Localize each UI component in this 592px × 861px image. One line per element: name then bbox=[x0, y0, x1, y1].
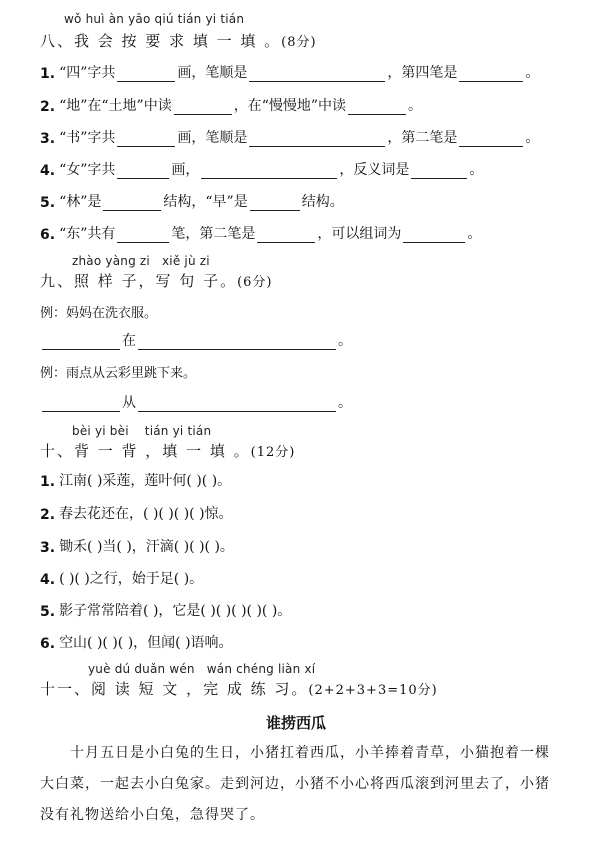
answer-blank[interactable] bbox=[403, 226, 465, 243]
q-text: “四”字共 bbox=[59, 65, 116, 81]
answer-blank[interactable] bbox=[459, 130, 523, 147]
sec11-heading-text: 十一、阅 读 短 文 ，完 成 练 习。 bbox=[40, 680, 309, 698]
answer-blank[interactable] bbox=[42, 395, 120, 412]
q-text: 画，笔顺是 bbox=[177, 130, 248, 146]
q-text: ，在“慢慢地”中读 bbox=[233, 98, 347, 114]
sec8-q3 bbox=[40, 127, 539, 147]
answer-blank[interactable] bbox=[348, 98, 406, 115]
sec8-heading-text: 八、我 会 按 要 求 填 一 填 。 bbox=[40, 32, 282, 50]
answer-blank[interactable] bbox=[249, 65, 385, 82]
fill-word: 在 bbox=[122, 333, 136, 349]
sec10-q4 bbox=[40, 568, 203, 588]
answer-blank[interactable] bbox=[250, 194, 300, 211]
sec10-heading-text: 十、背 一 背 ，填 一 填 。 bbox=[40, 442, 251, 460]
answer-blank[interactable] bbox=[103, 194, 161, 211]
sec10-heading bbox=[40, 440, 295, 461]
fill-word: 从 bbox=[122, 395, 136, 411]
q-number: 5. bbox=[40, 195, 56, 211]
poem-line: ( )( )之行，始于足( )。 bbox=[59, 571, 204, 587]
q-text: “女”字共 bbox=[59, 162, 116, 178]
q-number: 1. bbox=[40, 66, 56, 82]
q-text: ，反义词是 bbox=[339, 162, 410, 178]
q-number: 3. bbox=[40, 131, 56, 147]
q-text: 。 bbox=[408, 98, 423, 114]
sec9-example-2: 例：雨点从云彩里跳下来。 bbox=[40, 366, 197, 381]
sec9-fill-1 bbox=[40, 330, 352, 350]
poem-line: 空山( )( )( )，但闻( )语响。 bbox=[59, 635, 233, 651]
answer-blank[interactable] bbox=[117, 162, 169, 179]
answer-blank[interactable] bbox=[201, 162, 337, 179]
q-number: 1. bbox=[40, 474, 56, 490]
sec8-q5 bbox=[40, 191, 344, 211]
fill-end: 。 bbox=[338, 333, 352, 349]
q-text: 画， bbox=[171, 162, 200, 178]
sec9-heading bbox=[40, 270, 273, 291]
q-number: 4. bbox=[40, 572, 56, 588]
q-text: “地”在“土地”中读 bbox=[59, 98, 172, 114]
q-text: “书”字共 bbox=[59, 130, 116, 146]
poem-line: 江南( )采莲，莲叶何( )( )。 bbox=[59, 473, 232, 489]
sec8-points: (8分) bbox=[281, 35, 317, 50]
answer-blank[interactable] bbox=[411, 162, 467, 179]
q-number: 2. bbox=[40, 507, 56, 523]
q-text: “东”共有 bbox=[59, 226, 116, 242]
sec8-q4 bbox=[40, 159, 483, 179]
q-text: 。 bbox=[525, 130, 540, 146]
answer-blank[interactable] bbox=[42, 333, 120, 350]
q-text: 。 bbox=[469, 162, 484, 178]
sec9-example-1: 例：妈妈在洗衣服。 bbox=[40, 306, 158, 321]
q-number: 4. bbox=[40, 163, 56, 179]
answer-blank[interactable] bbox=[117, 226, 169, 243]
sec10-q1 bbox=[40, 470, 231, 490]
sec10-q5 bbox=[40, 600, 291, 620]
sec10-q3 bbox=[40, 536, 234, 556]
passage-title: 谁捞西瓜 bbox=[265, 714, 326, 732]
sec10-q2 bbox=[40, 503, 233, 523]
q-text: 笔，第二笔是 bbox=[171, 226, 256, 242]
q-number: 5. bbox=[40, 604, 56, 620]
answer-blank[interactable] bbox=[249, 130, 385, 147]
passage-paragraph bbox=[40, 738, 560, 831]
q-number: 3. bbox=[40, 540, 56, 556]
sec11-points: (2+2+3+3=10分) bbox=[308, 683, 438, 698]
q-number: 6. bbox=[40, 227, 56, 243]
sec8-q1 bbox=[40, 62, 539, 82]
sec9-pinyin: zhào yàng zi xiě jù zi bbox=[72, 254, 210, 268]
sec8-heading bbox=[40, 30, 317, 51]
answer-blank[interactable] bbox=[459, 65, 523, 82]
q-text: 画，笔顺是 bbox=[177, 65, 248, 81]
q-text: ，第四笔是 bbox=[387, 65, 458, 81]
sec9-fill-2 bbox=[40, 392, 352, 412]
sec10-q6 bbox=[40, 632, 233, 652]
answer-blank[interactable] bbox=[117, 65, 175, 82]
q-text: “林”是 bbox=[59, 194, 102, 210]
answer-blank[interactable] bbox=[174, 98, 232, 115]
poem-line: 影子常常陪着( )，它是( )( )( )( )( )。 bbox=[59, 603, 292, 619]
sec10-points: (12分) bbox=[250, 445, 296, 460]
answer-blank[interactable] bbox=[117, 130, 175, 147]
passage-text: 十月五日是小白兔的生日，小猪扛着西瓜，小羊捧着青草，小猫抱着一棵大白菜，一起去小白兔家。走到河边，小猪不小心将西瓜滚到河里去了，小猪没有礼物送给小白兔，急得哭了。 bbox=[40, 745, 550, 823]
q-text: 。 bbox=[525, 65, 540, 81]
q-text: ，可以组词为 bbox=[317, 226, 402, 242]
sec11-heading bbox=[40, 678, 438, 699]
answer-blank[interactable] bbox=[138, 333, 336, 350]
answer-blank[interactable] bbox=[257, 226, 315, 243]
q-text: 。 bbox=[467, 226, 482, 242]
sec8-pinyin: wǒ huì àn yāo qiú tián yi tián bbox=[64, 12, 245, 26]
q-text: ，第二笔是 bbox=[387, 130, 458, 146]
poem-line: 锄禾( )当( )，汗滴( )( )( )。 bbox=[59, 539, 234, 555]
sec9-heading-text: 九、照 样 子，写 句 子。 bbox=[40, 272, 238, 290]
q-number: 2. bbox=[40, 99, 56, 115]
q-text: 结构，“早”是 bbox=[163, 194, 248, 210]
answer-blank[interactable] bbox=[138, 395, 336, 412]
sec11-pinyin: yuè dú duǎn wén wán chéng liàn xí bbox=[88, 662, 316, 676]
sec9-points: (6分) bbox=[237, 275, 273, 290]
sec8-q2 bbox=[40, 95, 422, 115]
q-text: 结构。 bbox=[301, 194, 344, 210]
fill-end: 。 bbox=[338, 395, 352, 411]
sec8-q6 bbox=[40, 223, 481, 243]
poem-line: 春去花还在，( )( )( )( )惊。 bbox=[59, 506, 233, 522]
sec10-pinyin: bèi yi bèi tián yi tián bbox=[72, 424, 212, 438]
q-number: 6. bbox=[40, 636, 56, 652]
